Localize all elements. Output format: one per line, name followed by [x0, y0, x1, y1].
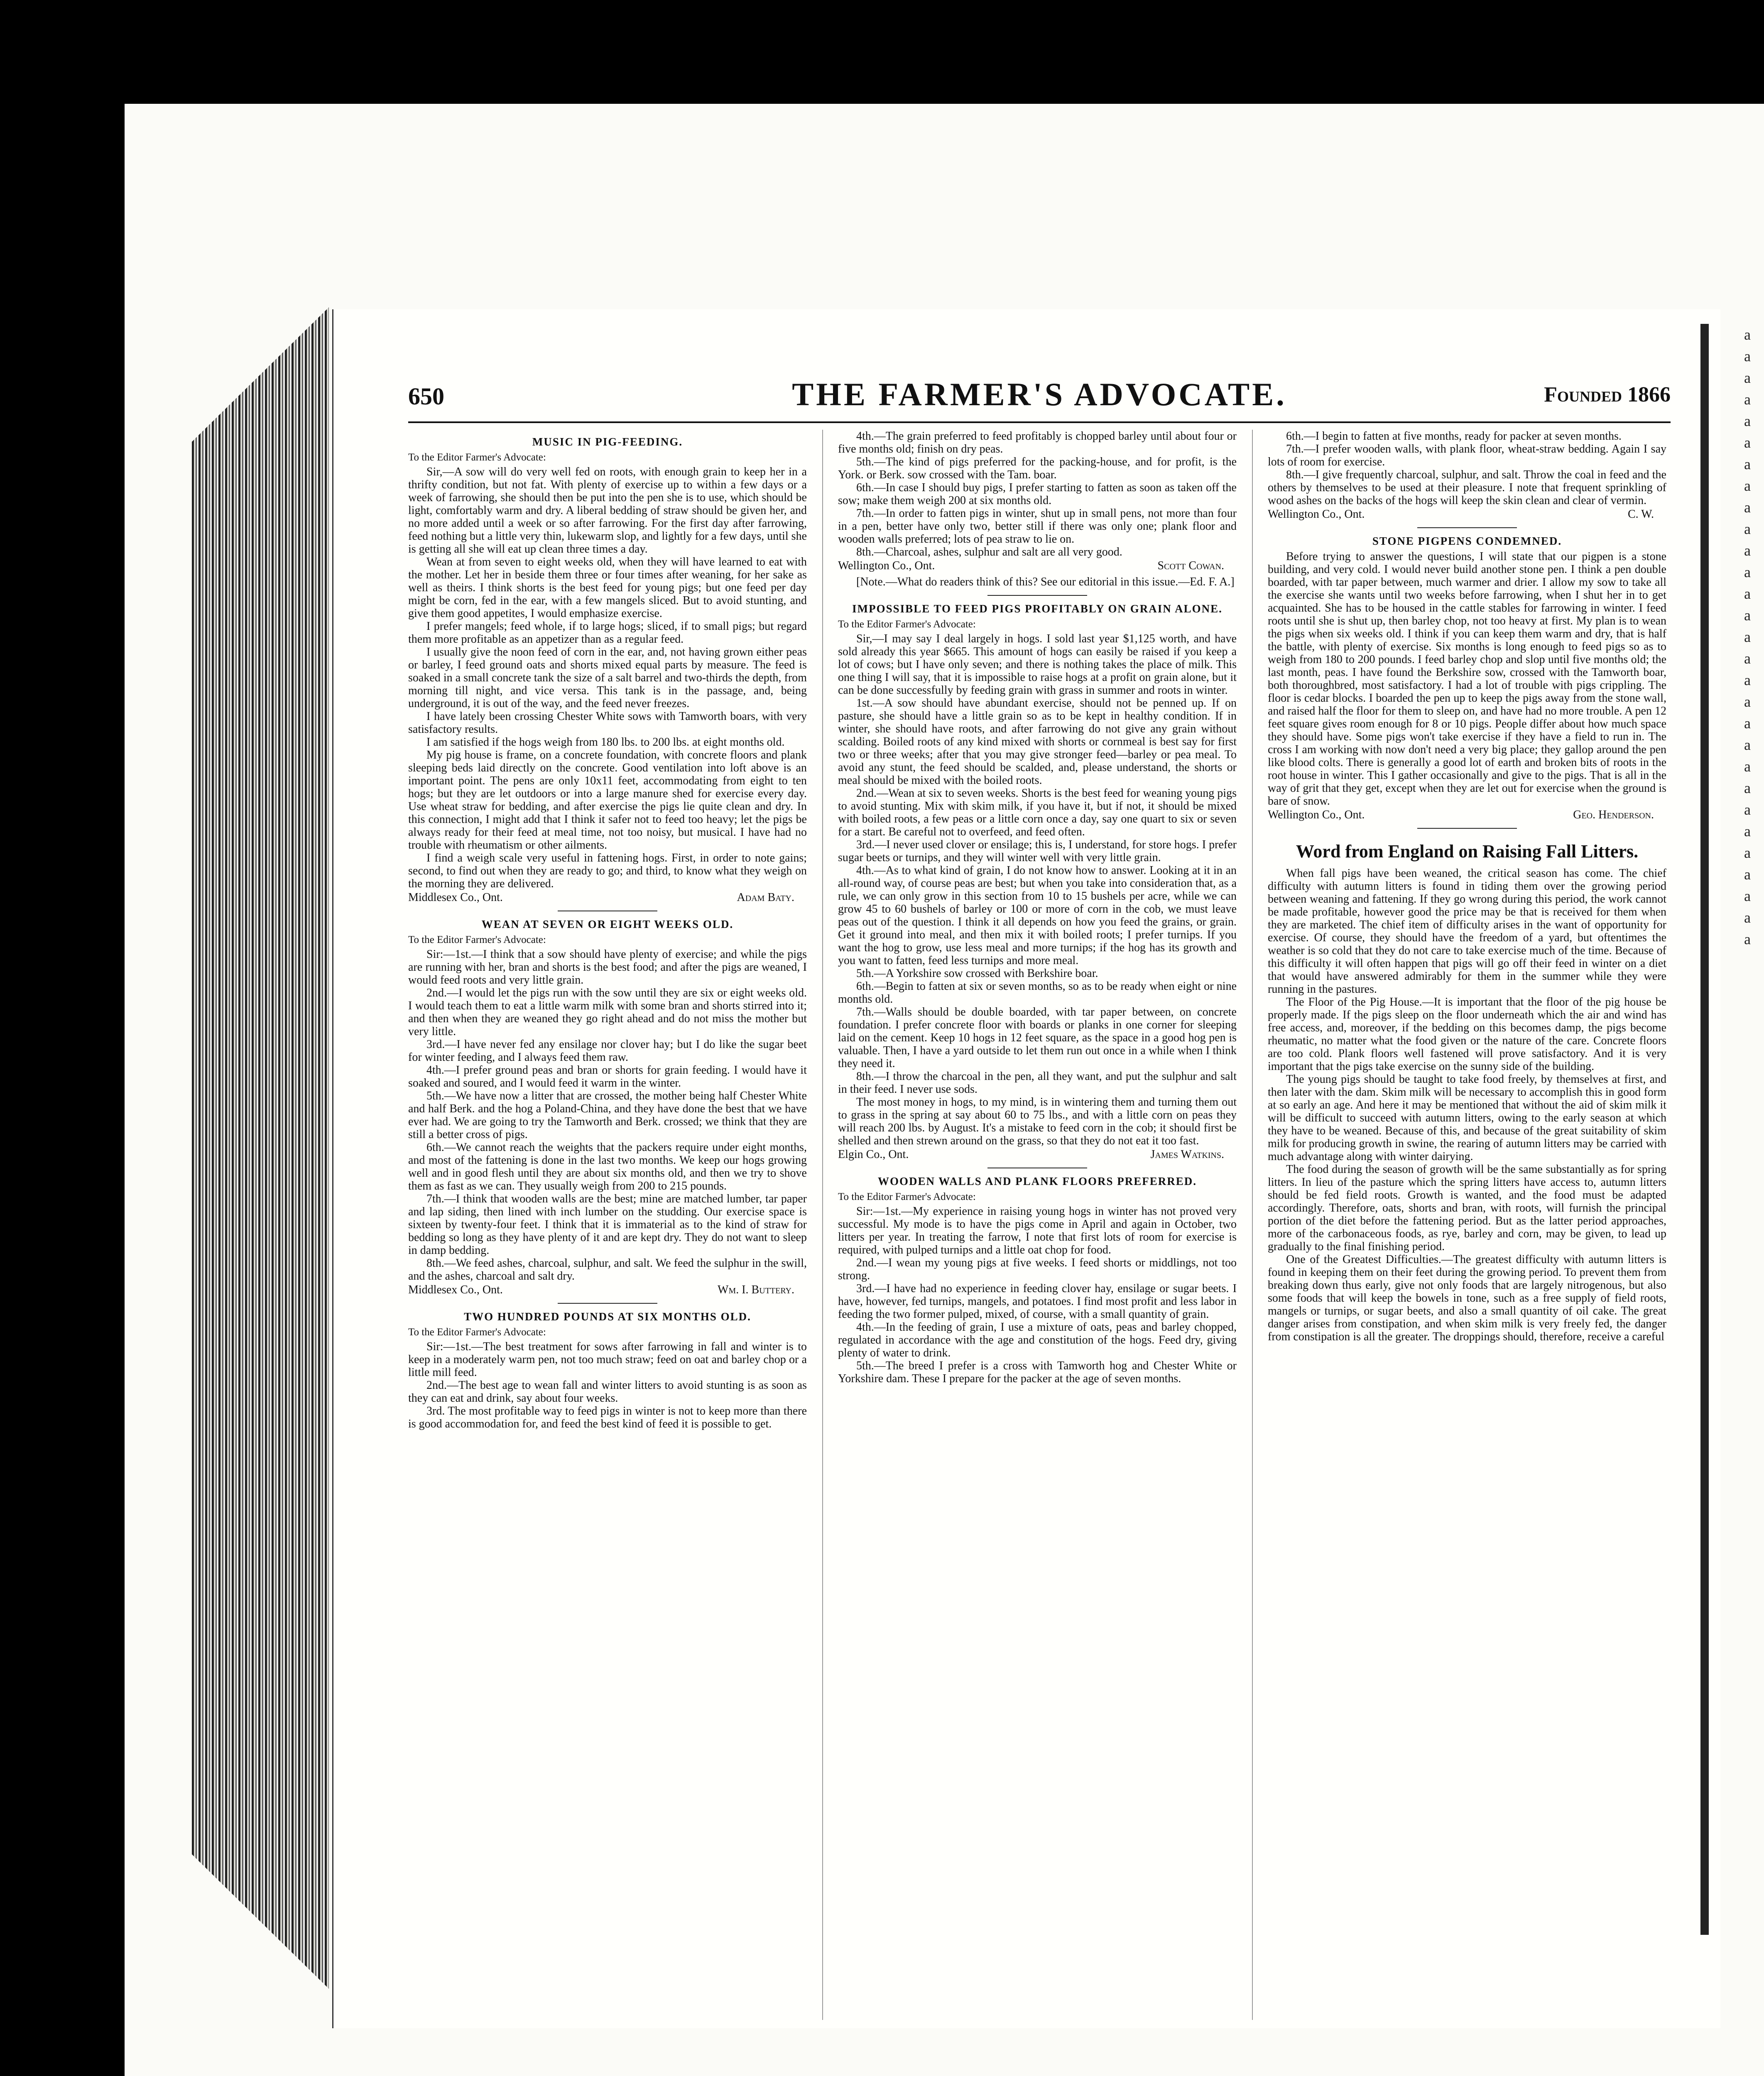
paragraph: 3rd.—I have had no experience in feeding clover hay, ensilage or sugar beets. I have, however, fed turnips, mangels, and potatoes. I find most profit and less labor in feeding the two former pulped, mixed, of course, with a small quantity of grain. [838, 1282, 1237, 1321]
fragment-glyph: a [1744, 758, 1751, 775]
paragraph: 7th.—I prefer wooden walls, with plank floor, wheat-straw bedding. Again I say lots of room for exercise. [1268, 443, 1666, 468]
paragraph: Sir:—1st.—The best treatment for sows after farrowing in fall and winter is to keep in a moderately warm pen, not too much straw; feed on oat and barley chop or a little mill feed. [408, 1340, 807, 1379]
signature-name: Scott Cowan. [1157, 559, 1224, 572]
fragment-glyph: a [1744, 845, 1751, 861]
signature-place: Wellington Co., Ont. [838, 559, 935, 572]
paragraph: 2nd.—I would let the pigs run with the sow until they are six or eight weeks old. I would teach them to eat a little warm milk with some bran and shorts stirred into it; and then when they are weaned they go right ahead and do not miss the mother but very little. [408, 987, 807, 1038]
paragraph: I am satisfied if the hogs weigh from 180 lbs. to 200 lbs. at eight months old. [426, 736, 785, 749]
article-title: TWO HUNDRED POUNDS AT SIX MONTHS OLD. [464, 1310, 751, 1323]
paragraph: My pig house is frame, on a concrete foundation, with concrete floors and plank sleeping beds laid directly on the concrete. Good ventilation into loft above is an important point. The pens are only 10x11 feet, accommodating from eight to ten hogs; but they are let outdoors or into a large manure shed for exercise every day. Use wheat straw for bedding, and after exercise the pigs lie quite clean and dry. In this connection, I might add that I think it safer not to feed too heavy; let the pigs be always ready for their feed at meal time, not too noisy, but musical. I have had no trouble with rheumatism or other ailments. [408, 749, 807, 852]
paragraph: I find a weigh scale very useful in fattening hogs. First, in order to note gains; second, to find out when they are ready to go; and third, to know what they weigh on the morning they are delivered. [408, 852, 807, 890]
page-number: 650 [408, 383, 444, 410]
fragment-glyph: a [1744, 413, 1751, 429]
paragraph: 4th.—In the feeding of grain, I use a mixture of oats, peas and barley chopped, regulated in accordance with the age and constitution of the hogs. Feed dry, giving plenty of water to drink. [838, 1321, 1237, 1359]
paragraph: 6th.—In case I should buy pigs, I prefer starting to fatten as soon as taken off the sow; make them weigh 200 at six months old. [838, 481, 1237, 507]
paragraph: 2nd.—I wean my young pigs at five weeks. I feed shorts or middlings, not too strong. [838, 1256, 1237, 1282]
fragment-glyph: a [1744, 542, 1751, 559]
paragraph: 4th.—The grain preferred to feed profitably is chopped barley until about four or five months old; finish on dry peas. [838, 430, 1237, 455]
paragraph: 7th.—In order to fatten pigs in winter, shut up in small pens, not more than four in a pen, better have only two, better still if there was only one; plank floor and wooden walls preferred; lots of pea straw to lie on. [838, 507, 1237, 546]
fragment-glyph: a [1744, 564, 1751, 580]
fragment-glyph: a [1744, 823, 1751, 840]
article-divider [1417, 828, 1517, 829]
article-title: STONE PIGPENS CONDEMNED. [1372, 535, 1562, 547]
paragraph: 6th.—We cannot reach the weights that the packers require under eight months, and most of the fattening is done in the last two months. We keep our hogs growing well and in good flesh until they are about six months old, and then we try to shove them as fast as we can. They usually weigh from 200 to 215 pounds. [408, 1141, 807, 1192]
book-page-edges [192, 307, 329, 1989]
article-title: WOODEN WALLS AND PLANK FLOORS PREFERRED. [877, 1175, 1197, 1187]
page-header [408, 376, 1671, 423]
article-columns [408, 430, 1671, 2020]
fragment-glyph: a [1744, 715, 1751, 732]
signature [838, 559, 1237, 572]
paragraph: 5th.—The breed I prefer is a cross with Tamworth hog and Chester White or Yorkshire dam. These I prepare for the packer at the age of seven months. [838, 1359, 1237, 1385]
fragment-glyph: a [1744, 348, 1751, 365]
paragraph: The young pigs should be taught to take food freely, by themselves at first, and then later with the dam. Skim milk will be necessary to accomplish this in good form at so early an age. And here it may be mentioned that without the aid of skim milk it will be difficult to succeed with autumn litters, owing to the early season at which they have to be weaned. Because of this, and because of the great suitability of skim milk for producing growth in swine, the rearing of autumn litters may be carried with much advantage along with winter dairying. [1268, 1073, 1666, 1163]
paragraph: I usually give the noon feed of corn in the ear, and, not having grown either peas or barley, I feed ground oats and shorts mixed equal parts by measure. The feed is soaked in a small concrete tank the size of a salt barrel and two-thirds the depth, from morning till night, and vice versa. This tank is in the passage, and, being underground, it is out of the way, and the feed never freezes. [408, 646, 807, 710]
paragraph: 6th.—I begin to fatten at five months, ready for packer at seven months. [1286, 430, 1622, 443]
salutation: To the Editor Farmer's Advocate: [838, 619, 976, 630]
column-2 [838, 430, 1237, 2020]
paragraph: 8th.—Charcoal, ashes, sulphur and salt are all very good. [856, 546, 1122, 558]
article-title: WEAN AT SEVEN OR EIGHT WEEKS OLD. [481, 918, 734, 930]
fragment-glyph: a [1744, 866, 1751, 883]
salutation: To the Editor Farmer's Advocate: [408, 1327, 546, 1338]
paragraph: 7th.—Walls should be double boarded, with tar paper between, on concrete foundation. I prefer concrete floor with boards or planks in one corner for sleeping laid on the cement. Keep 10 hogs in 12 feet square, as the space in a good hog pen is valuable. Then, I have a yard outside to let them run out once in a while when I think they need it. [838, 1006, 1237, 1070]
salutation: To the Editor Farmer's Advocate: [408, 452, 546, 463]
paragraph: 4th.—I prefer ground peas and bran or shorts for grain feeding. I would have it soaked and soured, and I would feed it warm in the winter. [408, 1064, 807, 1089]
article-title: Word from England on Raising Fall Litters. [1296, 841, 1639, 862]
fragment-glyph: a [1744, 629, 1751, 645]
article-divider [1417, 527, 1517, 528]
paragraph: The most money in hogs, to my mind, is in wintering them and turning them out to grass in the spring at say about 60 to 75 lbs., and with a little corn on peas they will reach 200 lbs. by August. It's a mistake to feed corn in the cob; it should first be shelled and then strewn around on the grass, so that they do not eat it too fast. [838, 1096, 1237, 1147]
paragraph: 5th.—We have now a litter that are crossed, the mother being half Chester White and half Berk. and the hog a Poland-China, and they have done the best that we have ever had. We are going to try the Tamworth and Berk. crossed; we think that they are still a better cross of pigs. [408, 1089, 807, 1141]
signature [408, 891, 807, 904]
signature [1268, 508, 1666, 521]
editor-note: [Note.—What do readers think of this? See our editorial in this issue.—Ed. F. A.] [856, 575, 1235, 588]
signature-name: Geo. Henderson. [1573, 808, 1654, 821]
paragraph: 3rd.—I never used clover or ensilage; this is, I understand, for store hogs. I prefer sugar beets or turnips, and they will winter well with very little grain. [838, 838, 1237, 864]
signature [838, 1148, 1237, 1161]
fragment-glyph: a [1744, 607, 1751, 624]
signature [1268, 808, 1666, 821]
paragraph: Sir:—1st.—My experience in raising young hogs in winter has not proved very successful. My mode is to have the pigs come in April and again in October, two litters per year. In treating the farrow, I note that first lots of room for exercise is required, with pulped turnips and a little oat chop for food. [838, 1205, 1237, 1256]
paragraph: The Floor of the Pig House.—It is important that the floor of the pig house be properly made. If the pigs sleep on the floor underneath which the air and wind has free access, and, moreover, if the bedding on this becomes damp, the pigs become rheumatic, no matter what the food given or the nature of the care. Concrete floors are too cold. Plank floors well fastened will prove satisfactory. And it is very important that the pigs take exercise on the sunny side of the building. [1268, 996, 1666, 1073]
paragraph: One of the Greatest Difficulties.—The greatest difficulty with autumn litters is found in keeping them on their feet during the growing period. To prevent them from breaking down thus early, give not only foods that are largely nitrogenous, but also some foods that will keep the bowels in tone, such as a free supply of field roots, mangels or turnips, or sugar beets, and also a small quantity of oil cake. The great danger arises from constipation, and when skim milk is very freely fed, the danger from constipation is all the greater. The droppings should, therefore, receive a careful [1268, 1253, 1666, 1343]
fragment-glyph: a [1744, 737, 1751, 753]
paragraph: 5th.—The kind of pigs preferred for the packing-house, and for profit, is the York. or Berk. sow crossed with the Tam. boar. [838, 455, 1237, 481]
paragraph: 8th.—I throw the charcoal in the pen, all they want, and put the sulphur and salt in their feed. I never use sods. [838, 1070, 1237, 1096]
fragment-glyph: a [1744, 499, 1751, 516]
fragment-glyph: a [1744, 456, 1751, 472]
salutation: To the Editor Farmer's Advocate: [408, 934, 546, 945]
signature-place: Middlesex Co., Ont. [408, 891, 503, 904]
column-rule [822, 430, 823, 2020]
fragment-glyph: a [1744, 521, 1751, 537]
signature-name: Wm. I. Buttery. [718, 1283, 794, 1296]
fragment-glyph: a [1744, 909, 1751, 926]
fragment-glyph: a [1744, 650, 1751, 667]
paragraph: 2nd.—The best age to wean fall and winter litters to avoid stunting is as soon as they can eat and drink, say about four weeks. [408, 1379, 807, 1405]
paragraph: 1st.—A sow should have abundant exercise, should not be penned up. If on pasture, she should have a little grain so as to be kept in healthy condition. If in winter, she should have roots, and after farrowing do not give any grain without scalding. Boiled roots of any kind mixed with shorts or cornmeal is best say for first two or three weeks; after that you may give stronger feed—barley or pea meal. To avoid any stunt, the feed should be scalded, and, please understand, the shorts or meal should be mixed with the boiled roots. [838, 697, 1237, 787]
column-1 [408, 430, 807, 2020]
fragment-glyph: a [1744, 326, 1751, 343]
paragraph: 7th.—I think that wooden walls are the best; mine are matched lumber, tar paper and lap siding, then lined with inch lumber on the studding. Our exercise space is sixteen by twenty-four feet. I think that it is immaterial as to the kind of straw for bedding so long as they have plenty of it and are kept dry. They do not want to sleep in damp bedding. [408, 1192, 807, 1257]
paragraph: 3rd. The most profitable way to feed pigs in winter is not to keep more than there is good accommodation for, and feed the best kind of feed it is possible to get. [408, 1405, 807, 1430]
article-divider [558, 1303, 657, 1304]
paragraph: 6th.—Begin to fatten at six or seven months, so as to be ready when eight or nine months old. [838, 980, 1237, 1006]
paragraph: 3rd.—I have never fed any ensilage nor clover hay; but I do like the sugar beet for winter feeding, and I always feed them raw. [408, 1038, 807, 1064]
fragment-glyph: a [1744, 780, 1751, 796]
signature-place: Wellington Co., Ont. [1268, 508, 1365, 521]
fragment-glyph: a [1744, 585, 1751, 602]
masthead: THE FARMER'S ADVOCATE. [792, 376, 1287, 412]
fragment-glyph: a [1744, 370, 1751, 386]
signature [408, 1283, 807, 1296]
paragraph: 8th.—I give frequently charcoal, sulphur, and salt. Throw the coal in feed and the others by themselves to be used at their pleasure. I note that frequent sprinkling of wood ashes on the backs of the hogs will keep the skin clean and clear of vermin. [1268, 468, 1666, 507]
adjacent-page-edge [1700, 324, 1709, 1935]
signature-name: James Watkins. [1150, 1148, 1224, 1161]
article-title: IMPOSSIBLE TO FEED PIGS PROFITABLY ON GRAIN ALONE. [852, 602, 1223, 615]
paragraph: When fall pigs have been weaned, the critical season has come. The chief difficulty with autumn litters is found in tiding them over the growing period between weaning and fattening. If they go wrong during this period, the work cannot be made profitable, however good the price may be that is received for them when they are marketed. The chief item of difficulty arises in the want of opportunity for exercise. Of course, they should have the freedom of a yard, but oftentimes the weather is so cold that they do not care to take exercise much of the time. Because of this difficulty it will often happen that pigs will go off their feed in winter on a diet that would have answered admirably for them in the summer while they were running in the pastures. [1268, 867, 1666, 996]
column-3 [1268, 430, 1666, 2020]
fragment-glyph: a [1744, 434, 1751, 451]
paragraph: 8th.—We feed ashes, charcoal, sulphur, and salt. We feed the sulphur in the swill, and the ashes, charcoal and salt dry. [408, 1257, 807, 1283]
signature-name: Adam Baty. [737, 891, 794, 904]
signature-place: Middlesex Co., Ont. [408, 1283, 503, 1296]
article-divider [987, 595, 1087, 596]
paragraph: I have lately been crossing Chester White sows with Tamworth boars, with very satisfactory results. [408, 710, 807, 736]
paragraph: Before trying to answer the questions, I will state that our pigpen is a stone building, and very cold. I would never build another stone pen. I think a pen double boarded, with tar paper between, much warmer and drier. I allow my sow to take all the exercise she wants until two weeks before farrowing, when I shut her in to get acquainted. She has to be housed in the cattle stables for farrowing in winter. I feed roots until she is shut up, then barley chop, not too heavy at first. My plan is to wean the pigs when six weeks old. I think if you can keep them warm and dry, that is half the battle, with plenty of exercise. Six months is long enough to feed pigs so as to weigh from 180 to 200 pounds. I feed barley chop and slop until five months old; the last month, peas. I have found the Berkshire sow, crossed with the Tamworth boar, both thoroughbred, most satisfactory. I had a lot of trouble with pigs crippling. The floor is cedar blocks. I boarded the pen up to keep the pigs away from the stone wall, and raised half the floor for them to sleep on, and have had no more trouble. A pen 12 feet square gives room enough for 8 or 10 pigs. People differ about how much space they should have. Some pigs won't take exercise if they have a field to run in. The cross I am working with now don't need a very big place; they gallop around the pen like blood colts. There is generally a good lot of earth and broken bits of roots in the root house in winter. This I gather occasionally and give to the pigs. That is all in the way of grit that they get, except when they are let out for exercise when the ground is bare of snow. [1268, 550, 1666, 808]
paragraph: Wean at from seven to eight weeks old, when they will have learned to eat with the mother. Let her in beside them three or four times after weaning, for her sake as well as theirs. I think shorts is the best feed for young pigs; but one feed per day might be corn, fed in the ear, with a few mangels sliced. But to avoid stunting, and give them good appetites, I would emphasize exercise. [408, 556, 807, 620]
column-rule [1252, 430, 1253, 2020]
paragraph: I prefer mangels; feed whole, if to large hogs; sliced, if to small pigs; but regard them more profitable as an appetizer than as a regular feed. [408, 620, 807, 646]
paragraph: 4th.—As to what kind of grain, I do not know how to answer. Looking at it in an all-round way, of course peas are best; but when you take into consideration that, as a rule, we can only grow in this section from 10 to 15 bushels per acre, while we can grow 45 to 60 bushels of barley or 100 or more of corn in the cob, we must leave peas out of the question. I think it all depends on how you feed the grains, or grain. Get it ground into meal, and then mix it with boiled roots; I prefer turnips. If you want the hog to grow, use less meal and more turnips; if the hog has its growth and you want to fatten, feed less turnips and more meal. [838, 864, 1237, 967]
signature-place: Wellington Co., Ont. [1268, 808, 1365, 821]
signature-name: C. W. [1627, 508, 1654, 521]
fragment-glyph: a [1744, 888, 1751, 904]
fragment-glyph: a [1744, 672, 1751, 688]
founded-year: Founded 1866 [1544, 383, 1671, 406]
fragment-glyph: a [1744, 391, 1751, 408]
paragraph: Sir,—I may say I deal largely in hogs. I sold last year $1,125 worth, and have sold already this year $665. This amount of hogs can easily be raised if you keep a lot of cows; but I have only seven; and there is nothing takes the place of milk. This one thing I will say, that it is impossible to raise hogs at a profit on grain alone, but it can be done successfully by feeding grain with grass in summer and roots in winter. [838, 632, 1237, 697]
article-title: MUSIC IN PIG-FEEDING. [532, 436, 683, 448]
paragraph: 2nd.—Wean at six to seven weeks. Shorts is the best feed for weaning young pigs to avoid stunting. Mix with skim milk, if you have it, but if not, it should be mixed with boiled roots, a few peas or a little corn once a day, say one quart to six or seven for a start. Be careful not to overfeed, and feed often. [838, 787, 1237, 838]
paragraph: Sir,—A sow will do very well fed on roots, with enough grain to keep her in a thrifty condition, but not fat. With plenty of exercise up to within a few days or a week of farrowing, she should then be put into the pen she is to use, which should be light, comfortably warm and dry. A liberal bedding of straw should be given her, and no more added until a week or so after farrowing. For the first day after farrowing, feed nothing but a little very thin, lukewarm slop, and lightly for a few days, until she is getting all she will eat up clean three times a day. [408, 465, 807, 556]
fragment-glyph: a [1744, 801, 1751, 818]
paragraph: 5th.—A Yorkshire sow crossed with Berkshire boar. [856, 967, 1098, 980]
fragment-glyph: a [1744, 693, 1751, 710]
newspaper-page [332, 309, 1720, 2028]
adjacent-page-fragment [1711, 324, 1764, 1935]
fragment-glyph: a [1744, 931, 1751, 947]
salutation: To the Editor Farmer's Advocate: [838, 1191, 976, 1202]
paragraph: The food during the season of growth will be the same substantially as for spring litters. In lieu of the pasture which the spring litters have access to, autumn litters should be fed field roots. Growth is wanted, and the food must be adapted accordingly. Therefore, oats, shorts and bran, with roots, will furnish the principal portion of the diet before the fattening period. But as the latter period approaches, more of the carbonaceous foods, as rye, barley and corn, may be given, to lead up gradually to the final finishing period. [1268, 1163, 1666, 1253]
signature-place: Elgin Co., Ont. [838, 1148, 909, 1161]
paragraph: Sir:—1st.—I think that a sow should have plenty of exercise; and while the pigs are running with her, bran and shorts is the best food; and after the pigs are weaned, I would feed roots and very little grain. [408, 948, 807, 987]
fragment-glyph: a [1744, 477, 1751, 494]
